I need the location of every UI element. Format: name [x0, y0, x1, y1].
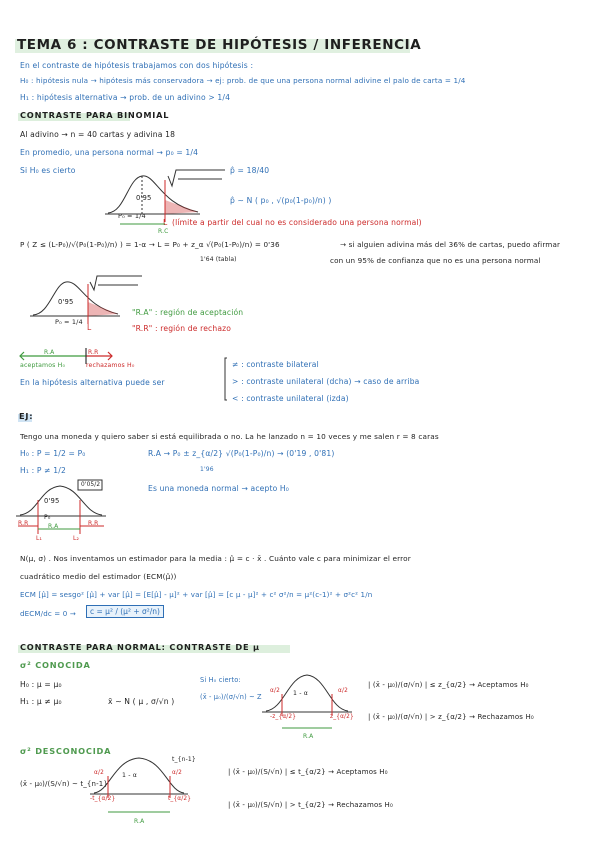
estimador-line-3: ECM [μ̂] = sesgo² [μ̂] + var [μ̂] = [E[μ̂] - μ]² + var [μ̂] = [c μ - μ]² + c² σ²/n = μ²(c-1)² + σ²c² 1/n — [20, 590, 373, 599]
binomial-formula: P ( Z ≤ (L-P₀)/√(P₀(1-P₀)/n) ) = 1-α → L = P₀ + z_α √(P₀(1-P₀)/n) = 0'36 — [20, 240, 280, 249]
region-bar — [20, 348, 112, 364]
normal-reject-rule: | (x̄ - μ₀)/(σ/√n) | > z_{α/2} → Rechazamos H₀ — [368, 713, 534, 721]
binomial-formula-note: → si alguien adivina más del 36% de cartas, puedo afirmar — [340, 240, 561, 249]
alt-item-2: > : contraste unilateral (dcha) → caso de arriba — [232, 377, 420, 386]
t-curve-a2-right: α/2 — [172, 770, 182, 776]
ej-statement: Tengo una moneda y quiero saber si está equilibrada o no. La he lanzado n = 10 veces y me salen r = 8 caras — [20, 432, 439, 441]
ej-conclusion: Es una moneda normal → acepto H₀ — [148, 484, 289, 493]
ej-tag: EJ: — [19, 411, 34, 421]
t-accept-rule: | (x̄ - μ₀)/(S/√n) | ≤ t_{α/2} → Aceptamos H₀ — [228, 768, 388, 776]
curve2-095: 0'95 — [58, 298, 74, 306]
t-curve-a2-left: α/2 — [94, 770, 104, 776]
normal-accept-rule: | (x̄ - μ₀)/(σ/√n) | ≤ z_{α/2} → Aceptamos H₀ — [368, 681, 529, 689]
binomial-curve-2 — [30, 276, 142, 324]
page-title: TEMA 6 : CONTRASTE DE HIPÓTESIS / INFERENCIA — [17, 37, 422, 53]
binomial-line-2: En promedio, una persona normal → p₀ = 1/4 — [20, 148, 199, 157]
binomial-heading: CONTRASTE PARA BINOMIAL — [20, 110, 170, 120]
bar-rr-label: R.R — [88, 349, 99, 356]
t-curve-top: t_{n-1} — [172, 756, 196, 763]
ra-definition: "R.A" : región de aceptación — [132, 308, 244, 317]
ej-h0: H₀ : P = 1/2 = P₀ — [20, 449, 86, 458]
normal-h1: H₁ : μ ≠ μ₀ — [20, 697, 62, 706]
curve1-p0: P₀ = 1/4 — [118, 212, 146, 220]
ej-curve-ra: R.A — [48, 523, 59, 530]
intro-line-3: H₁ : hipótesis alternativa → prob. de un adivino > 1/4 — [20, 93, 231, 102]
normal-curve — [262, 675, 352, 728]
ej-z: 1'96 — [200, 466, 214, 473]
ej-curve — [16, 480, 106, 534]
normal-xbar: x̄ ~ N ( μ , σ/√n ) — [108, 697, 175, 706]
ej-curve-rr-left: R.R — [18, 520, 29, 527]
alt-item-3: < : contraste unilateral (izda) — [232, 394, 349, 403]
phat-value: p̂ = 18/40 — [230, 166, 270, 175]
estimador-line-1: N(μ, σ) . Nos inventamos un estimador para la media : μ̂ = c · x̄ . Cuánto vale c para minimizar el error — [20, 554, 411, 563]
binomial-line-3: Si H₀ es cierto — [20, 166, 76, 175]
ej-h1: H₁ : P ≠ 1/2 — [20, 466, 66, 475]
bar-rechazo: rechazamos H₀ — [86, 362, 135, 369]
t-reject-rule: | (x̄ - μ₀)/(S/√n) | > t_{α/2} → Rechazamos H₀ — [228, 801, 393, 809]
ej-ra: R.A → P₀ ± z_{α/2} √(P₀(1-P₀)/n) → (0'19 , 0'81) — [148, 449, 335, 458]
phat-distribution: p̂ ~ N ( p₀ , √(p₀(1-p₀)/n) ) — [230, 196, 332, 205]
curve1-L: L — [163, 218, 168, 227]
estimador-result-box: c = μ² / (μ² + σ²/n) — [86, 605, 164, 618]
normal-h0: H₀ : μ = μ₀ — [20, 680, 62, 689]
t-curve-ra: R.A — [134, 818, 145, 825]
ej-curve-095: 0'95 — [44, 497, 60, 505]
estimador-line-2: cuadrático medio del estimador (ECM(μ̂)) — [20, 572, 177, 581]
curve1-rc: R.C — [158, 228, 169, 235]
intro-line-2: H₀ : hipótesis nula → hipótesis más conservadora → ej: prob. de que una persona normal adivine el palo de carta = 1/4 — [20, 76, 466, 85]
t-curve — [90, 758, 188, 812]
binomial-curve-1 — [105, 170, 225, 224]
sigma-known-heading: σ² CONOCIDA — [20, 660, 91, 670]
normal-curve-a2-left: α/2 — [270, 688, 280, 694]
ej-curve-l2: L₂ — [73, 535, 80, 542]
normal-heading: CONTRASTE PARA NORMAL: CONTRASTE DE μ — [20, 642, 260, 652]
alt-brace — [225, 358, 227, 400]
normal-stat: (x̄ - μ₀)/(σ/√n) ~ Z — [200, 693, 262, 701]
curve2-L: L — [87, 323, 92, 332]
curve1-095: 0'95 — [136, 194, 152, 202]
t-stat: (x̄ - μ₀)/(S/√n) ~ t_{n-1} — [20, 780, 108, 788]
normal-curve-ra: R.A — [303, 733, 314, 740]
bar-acepto: aceptamos H₀ — [20, 362, 66, 369]
sigma-unknown-heading: σ² DESCONOCIDA — [20, 746, 112, 756]
intro-line-1: En el contraste de hipótesis trabajamos con dos hipótesis : — [20, 61, 254, 70]
estimador-derivative: dECM/dc = 0 → — [20, 609, 76, 618]
ej-curve-alpha: 0'05/2 — [81, 482, 101, 488]
normal-curve-z: z_{α/2} — [330, 714, 354, 720]
binomial-line-1: Al adivino → n = 40 cartas y adivina 18 — [20, 130, 176, 139]
limit-note: (límite a partir del cual no es considerado una persona normal) — [172, 218, 422, 227]
rr-definition: "R.R" : región de rechazo — [132, 324, 232, 333]
ej-curve-p0: P₀ — [44, 514, 51, 521]
normal-si-h0: Si H₀ cierto: — [200, 676, 241, 684]
ej-curve-rr-right: R.R — [88, 520, 99, 527]
curve2-p0: P₀ = 1/4 — [55, 318, 83, 326]
t-curve-center: 1 - α — [122, 772, 137, 779]
bar-ra-label: R.A — [44, 349, 55, 356]
normal-curve-center: 1 - α — [293, 690, 308, 697]
ej-curve-l1: L₁ — [36, 535, 43, 542]
alt-item-1: ≠ : contraste bilateral — [232, 360, 319, 369]
t-curve-mt: -t_{α/2} — [90, 796, 116, 802]
normal-curve-mz: -z_{α/2} — [270, 714, 297, 720]
binomial-formula-note-2: con un 95% de confianza que no es una persona normal — [330, 256, 541, 265]
alt-intro: En la hipótesis alternativa puede ser — [20, 378, 165, 387]
t-curve-t: t_{α/2} — [168, 796, 192, 802]
normal-curve-a2-right: α/2 — [338, 688, 348, 694]
tabla-note: 1'64 (tabla) — [200, 256, 237, 263]
